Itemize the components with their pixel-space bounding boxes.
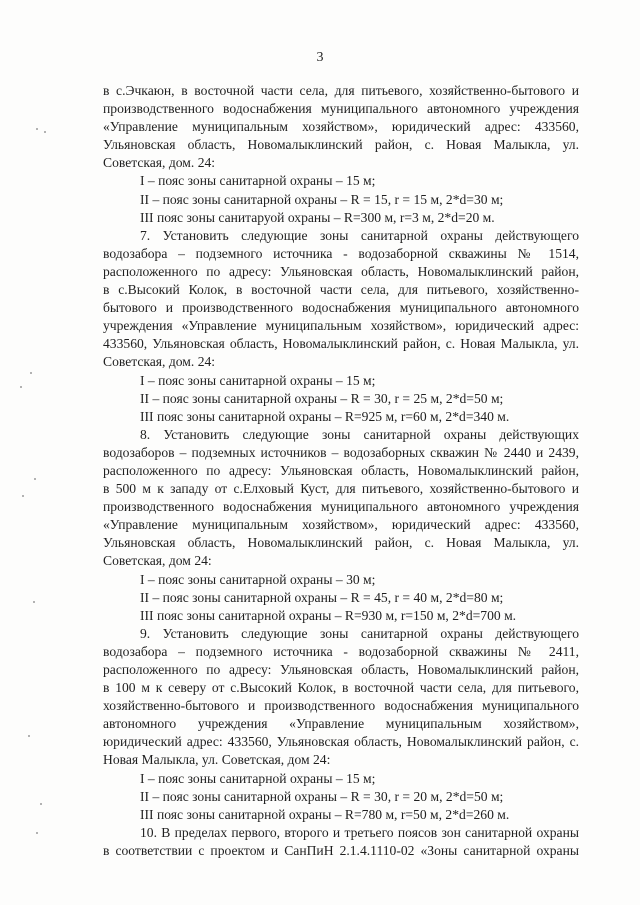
text-line: I – пояс зоны санитарной охраны – 15 м; — [140, 372, 376, 388]
text-line: производственного водоснабжения муниципального автономного учреждения — [103, 101, 579, 117]
text-line: расположенного по адресу: Ульяновская область, Новомалыклинский район, — [103, 263, 579, 279]
text-line: II – пояс зоны санитарной охраны – R = 30, r = 20 м, 2*d=50 м; — [140, 788, 504, 804]
text-line: расположенного по адресу: Ульяновская область, Новомалыклинский район, — [103, 662, 579, 677]
text-line: III пояс зоны санитарной охраны – R=780 м, r=50 м, 2*d=260 м. — [140, 806, 510, 822]
text-line: Советская, дом. 24: — [103, 354, 216, 370]
text-line: 8. Установить следующие зоны санитарной охраны действующих — [140, 426, 579, 442]
text-line: в с.Эчкаюн, в восточной части села, для питьевого, хозяйственно-бытового и — [103, 83, 579, 98]
text-line: Ульяновская область, Новомалыклинский район, с. Новая Малыкла, ул. — [103, 137, 579, 153]
text-line: водозабора – подземного источника - водозаборной скважины № 2411, — [103, 643, 579, 659]
text-line: I – пояс зоны санитарной охраны – 15 м; — [140, 770, 376, 786]
text-line: 433560, Ульяновская область, Новомалыклинский район, с. Новая Малыкла, ул. — [103, 336, 579, 352]
text-line: бытового и производственного водоснабжения муниципального автономного — [103, 300, 579, 316]
text-line: «Управление муниципальным хозяйством», юридический адрес: 433560, — [103, 517, 579, 533]
text-line: II – пояс зоны санитарной охраны – R = 15, r = 15 м, 2*d=30 м; — [140, 191, 504, 207]
document-body — [103, 82, 579, 860]
text-line: в 500 м к западу от с.Елховый Куст, для питьевого, хозяйственно-бытового и — [103, 481, 579, 497]
text-line: в с.Высокий Колок, в восточной части села, для питьевого, хозяйственно- — [103, 282, 579, 298]
text-line: юридический адрес: 433560, Ульяновская область, Новомалыклинский район, с. — [103, 734, 579, 750]
text-line: в соответствии с проектом и СанПиН 2.1.4.1110-02 «Зоны санитарной охраны — [103, 842, 579, 858]
text-line: III пояс зоны санитарной охраны – R=930 м, r=150 м, 2*d=700 м. — [140, 607, 517, 623]
text-line: производственного водоснабжения муниципального автономного учреждения — [103, 499, 579, 515]
text-line: II – пояс зоны санитарной охраны – R = 45, r = 40 м, 2*d=80 м; — [140, 589, 504, 605]
text-line: Новая Малыкла, ул. Советская, дом 24: — [103, 752, 331, 768]
text-line: III пояс зоны санитарной охраны – R=925 м, r=60 м, 2*d=340 м. — [140, 408, 510, 424]
text-line: 9. Установить следующие зоны санитарной охраны действующего — [140, 625, 579, 641]
text-line: I – пояс зоны санитарной охраны – 15 м; — [140, 173, 376, 189]
text-line: Советская, дом 24: — [103, 553, 212, 569]
text-line: в 100 м к северу от с.Высокий Колок, в восточной части села, для питьевого, — [103, 680, 579, 696]
text-line: хозяйственно-бытового и производственного водоснабжения муниципального — [103, 698, 579, 714]
page-number: 3 — [316, 50, 324, 65]
text-line: Ульяновская область, Новомалыклинский район, с. Новая Малыкла, ул. — [103, 535, 579, 551]
text-line: автономного учреждения «Управление муниципальным хозяйством», — [103, 716, 579, 732]
text-line: «Управление муниципальным хозяйством», юридический адрес: 433560, — [103, 119, 579, 135]
scan-edge-marks — [0, 0, 60, 905]
text-line: Советская, дом. 24: — [103, 155, 216, 171]
text-line: учреждения «Управление муниципальным хозяйством», юридический адрес: — [103, 318, 579, 334]
text-line: III пояс зоны санитаруой охраны – R=300 м, r=3 м, 2*d=20 м. — [140, 209, 495, 225]
text-line: 7. Установить следующие зоны санитарной охраны действующего — [140, 227, 579, 243]
text-line: II – пояс зоны санитарной охраны – R = 30, r = 25 м, 2*d=50 м; — [140, 390, 504, 406]
text-line: I – пояс зоны санитарной охраны – 30 м; — [140, 571, 376, 587]
text-line: 10. В пределах первого, второго и третьего поясов зон санитарной охраны — [140, 824, 579, 840]
text-line: водозаборов – подземных источников – водозаборных скважин № 2440 и 2439, — [103, 444, 579, 460]
text-line: водозабора – подземного источника - водозаборной скважины № 1514, — [103, 245, 579, 261]
text-line: расположенного по адресу: Ульяновская область, Новомалыклинский район, — [103, 462, 579, 478]
